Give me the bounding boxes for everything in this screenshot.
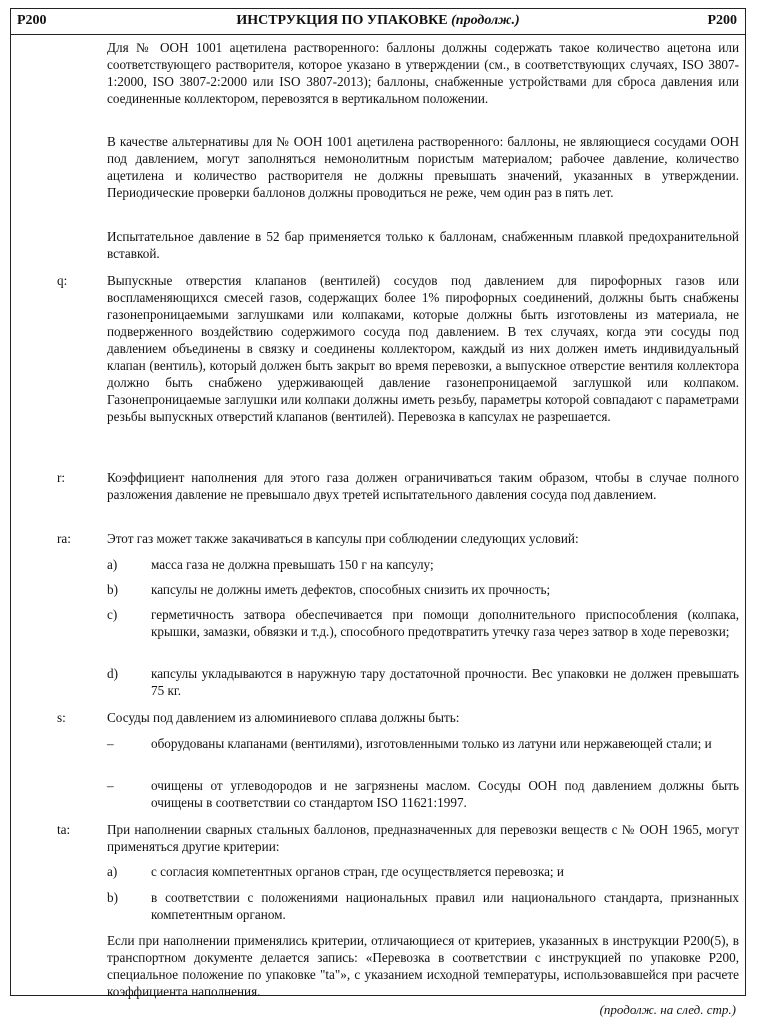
item-text: масса газа не должна превышать 150 г на капсулу;: [151, 557, 434, 572]
item-text: оборудованы клапанами (вентилями), изготовленными только из латуни или нержавеющей стали; и: [151, 736, 712, 751]
item-mark: –: [107, 778, 114, 793]
section-label: s:: [57, 710, 66, 725]
item-text: с согласия компетентных органов стран, где осуществляется перевозка; и: [151, 864, 564, 879]
item-mark: b): [107, 890, 118, 905]
section-label: q:: [57, 273, 68, 288]
item-text: очищены от углеводородов и не загрязнены маслом. Сосуды ООН под давлением должны быть очищены в соответствии со стандартом ISO 11621:1997.: [151, 778, 739, 810]
section-label: r:: [57, 470, 66, 485]
item-mark: a): [107, 864, 118, 879]
item-text: капсулы укладываются в наружную тару достаточной прочности. Вес упаковки не должен превышать 75 кг.: [151, 666, 739, 698]
section-text: Этот газ может также закачиваться в капсулы при соблюдении следующих условий:: [107, 531, 579, 546]
item-mark: b): [107, 582, 118, 597]
item-text: капсулы не должны иметь дефектов, способных снизить их прочность;: [151, 582, 551, 597]
code-right: P200: [707, 13, 737, 28]
content: [11, 35, 745, 999]
item-mark: d): [107, 666, 118, 681]
item-mark: c): [107, 607, 118, 622]
title-continued: (продолж.): [451, 13, 520, 28]
section-label: ra:: [57, 531, 71, 546]
instruction-frame: [10, 8, 746, 999]
section-note: Если при наполнении применялись критерии, отличающиеся от критериев, указанных в инструкции P200(5), в транспортном документе делается запись: «Перевозка в соответствии с инструкцией по упаковке P200, специальное положение по упаковке "ta"», с указанием исходной температуры, использовавшейся при расчете коэффициента наполнения.: [107, 933, 739, 999]
section-label: ta:: [57, 822, 71, 837]
section-text: Сосуды под давлением из алюминиевого сплава должны быть:: [107, 710, 460, 725]
intro-paragraph: Для № ООН 1001 ацетилена растворенного: баллоны должны содержать такое количество ацетона или соответствующего растворителя, которое указано в утверждении (см., в соответствующих случаях, ISO 3807-1:2000, ISO 3807-2:2000 или ISO 3807-2013); баллоны, снабженные устройствами для сброса давления или соединенные коллектором, перевозятся в вертикальном положении.: [107, 40, 739, 106]
section-text: Выпускные отверстия клапанов (вентилей) сосудов под давлением для пирофорных газов или воспламеняющихся смесей газов, содержащих более 1% пирофорных соединений, должны быть снабжены газонепроницаемыми заглушками или колпаками, которые должны быть изготовлены из материала, не подверженного воздействию содержимого сосуда под давлением. В тех случаях, когда эти сосуды под давлением объединены в связку и соединены коллектором, каждый из них должен иметь индивидуальный клапан (вентиль), который должен быть закрыт во время перевозки, а выпускное отверстие вентиля коллектора должно быть снабжено удерживающей давление газонепроницаемой заглушкой или колпаком. Газонепроницаемые заглушки или колпаки должны иметь резьбу, параметры которой совпадают с параметрами резьбы выпускных отверстий клапанов (вентилей). Перевозка в капсулах не разрешается.: [107, 273, 739, 424]
continued-note: (продолж. на след. стр.): [599, 1002, 736, 1017]
item-mark: a): [107, 557, 118, 572]
item-text: герметичность затвора обеспечивается при помощи дополнительного приспособления (колпака, крышки, замазки, обвязки и т.д.), способного предотвратить утечку газа через затвор в ходе перевозки;: [151, 607, 739, 639]
section-text: Коэффициент наполнения для этого газа должен ограничиваться таким образом, чтобы в случае полного разложения давление не превышало двух третей испытательного давления сосуда под давлением.: [107, 470, 739, 502]
item-mark: –: [107, 736, 114, 751]
code-left: P200: [17, 13, 47, 28]
intro-paragraph: В качестве альтернативы для № ООН 1001 ацетилена растворенного: баллоны, не являющиеся сосудами ООН под давлением, могут заполняться немонолитным пористым материалом; рабочее давление, количество ацетилена и количество растворителя не должны превышать значений, указанных в утверждении. Периодические проверки баллонов должны проводиться не реже, чем один раз в пять лет.: [107, 134, 739, 200]
item-text: в соответствии с положениями национальных правил или национального стандарта, признанных компетентным органом.: [151, 890, 739, 922]
section-text: При наполнении сварных стальных баллонов, предназначенных для перевозки веществ с № ООН 1965, могут применяться другие критерии:: [107, 822, 739, 854]
page-title: ИНСТРУКЦИЯ ПО УПАКОВКЕ (продолж.): [236, 13, 520, 28]
intro-paragraph: Испытательное давление в 52 бар применяется только к баллонам, снабженным плавкой предохранительной вставкой.: [107, 229, 739, 261]
table-header: [11, 9, 745, 35]
